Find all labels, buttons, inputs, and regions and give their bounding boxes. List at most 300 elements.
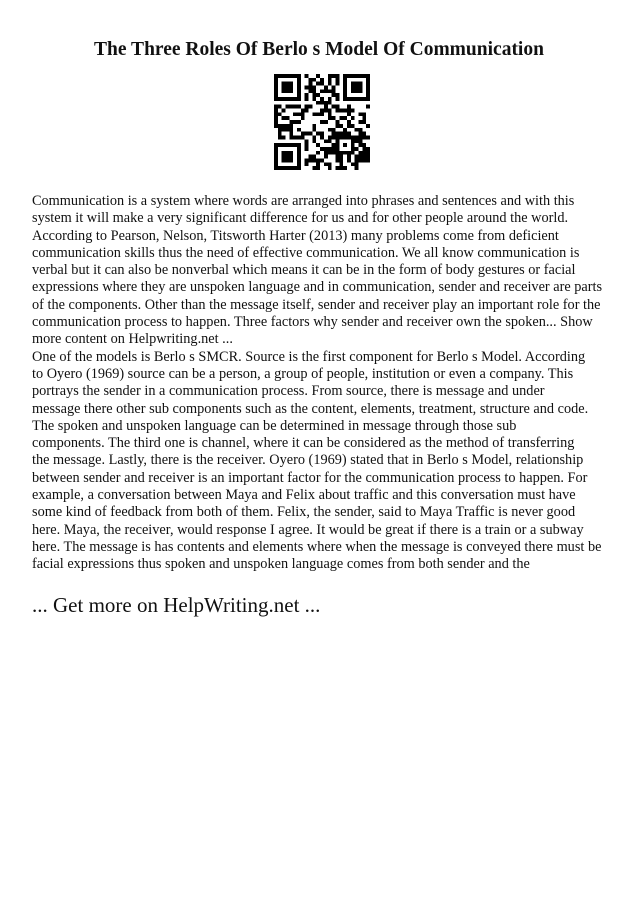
- qr-module: [282, 128, 286, 132]
- qr-module: [289, 105, 293, 109]
- qr-module: [274, 74, 278, 78]
- qr-module: [366, 78, 370, 82]
- qr-module: [274, 143, 278, 147]
- qr-module: [289, 82, 293, 86]
- qr-module: [358, 89, 362, 93]
- qr-module: [362, 151, 366, 155]
- qr-module: [358, 86, 362, 90]
- qr-module: [335, 147, 339, 151]
- qr-module: [347, 105, 351, 109]
- qr-module: [355, 135, 359, 139]
- qr-module: [320, 132, 324, 136]
- qr-module: [324, 147, 328, 151]
- qr-module: [293, 112, 297, 116]
- qr-module: [324, 105, 328, 109]
- qr-module: [309, 82, 313, 86]
- qr-module: [282, 135, 286, 139]
- qr-module: [362, 135, 366, 139]
- qr-module: [282, 97, 286, 101]
- qr-module: [297, 120, 301, 124]
- qr-module: [274, 82, 278, 86]
- qr-module: [347, 155, 351, 159]
- qr-module: [297, 158, 301, 162]
- qr-module: [366, 155, 370, 159]
- qr-module: [274, 93, 278, 97]
- qr-module: [312, 166, 316, 170]
- qr-module: [362, 143, 366, 147]
- qr-module: [366, 86, 370, 90]
- qr-module: [278, 132, 282, 136]
- qr-module: [339, 132, 343, 136]
- qr-module: [366, 97, 370, 101]
- qr-module: [324, 86, 328, 90]
- qr-module: [332, 128, 336, 132]
- qr-module: [286, 74, 290, 78]
- qr-module: [309, 158, 313, 162]
- qr-module: [309, 78, 313, 82]
- qr-module: [293, 105, 297, 109]
- qr-module: [274, 124, 278, 128]
- qr-module: [312, 93, 316, 97]
- qr-module: [312, 135, 316, 139]
- qr-module: [305, 139, 309, 143]
- qr-module: [335, 151, 339, 155]
- qr-module: [320, 135, 324, 139]
- qr-module: [328, 151, 332, 155]
- qr-module: [289, 143, 293, 147]
- qr-module: [297, 135, 301, 139]
- qr-module: [278, 143, 282, 147]
- qr-module: [347, 132, 351, 136]
- qr-module: [343, 74, 347, 78]
- qr-module: [324, 151, 328, 155]
- qr-module: [282, 158, 286, 162]
- qr-module: [335, 105, 339, 109]
- qr-module: [339, 166, 343, 170]
- qr-module: [297, 147, 301, 151]
- qr-module: [339, 151, 343, 155]
- qr-module: [343, 116, 347, 120]
- qr-module: [355, 128, 359, 132]
- qr-module: [278, 112, 282, 116]
- qr-module: [305, 162, 309, 166]
- qr-module: [316, 112, 320, 116]
- qr-module: [309, 132, 313, 136]
- qr-module: [347, 120, 351, 124]
- qr-module: [351, 82, 355, 86]
- qr-module: [358, 151, 362, 155]
- qr-module: [316, 158, 320, 162]
- qr-module: [328, 116, 332, 120]
- qr-module: [289, 132, 293, 136]
- qr-module: [286, 97, 290, 101]
- qr-module: [324, 120, 328, 124]
- qr-module: [282, 143, 286, 147]
- qr-module: [343, 166, 347, 170]
- qr-module: [274, 158, 278, 162]
- qr-module: [312, 155, 316, 159]
- text-line: portrays the sender in a communication process. From source, there is message and under: [32, 383, 545, 400]
- qr-module: [293, 97, 297, 101]
- qr-module: [332, 116, 336, 120]
- qr-module: [347, 124, 351, 128]
- qr-module: [309, 89, 313, 93]
- qr-module: [282, 151, 286, 155]
- qr-module: [347, 74, 351, 78]
- qr-module: [328, 97, 332, 101]
- qr-module: [366, 147, 370, 151]
- qr-module: [312, 86, 316, 90]
- qr-module: [358, 120, 362, 124]
- qr-module: [286, 158, 290, 162]
- qr-module: [328, 89, 332, 93]
- text-line: expressions where they are unspoken language and in communication, sender and receiver are parts: [32, 279, 603, 296]
- qr-module: [328, 162, 332, 166]
- qr-module: [274, 162, 278, 166]
- qr-module: [289, 166, 293, 170]
- qr-module: [289, 86, 293, 90]
- qr-module: [309, 86, 313, 90]
- qr-module: [351, 97, 355, 101]
- qr-module: [335, 124, 339, 128]
- qr-module: [274, 86, 278, 90]
- qr-module: [282, 116, 286, 120]
- qr-module: [351, 162, 355, 166]
- qr-module: [312, 97, 316, 101]
- qr-module: [332, 147, 336, 151]
- qr-module: [347, 97, 351, 101]
- text-line: According to Pearson, Nelson, Titsworth Harter (2013) many problems come from deficient: [32, 227, 559, 244]
- qr-module: [274, 147, 278, 151]
- qr-module: [343, 86, 347, 90]
- qr-module: [358, 128, 362, 132]
- qr-module: [316, 162, 320, 166]
- qr-module: [286, 128, 290, 132]
- qr-module: [320, 112, 324, 116]
- qr-module: [286, 82, 290, 86]
- qr-module: [328, 78, 332, 82]
- qr-module: [343, 93, 347, 97]
- text-line: facial expressions thus spoken and unspoken language comes from both sender and the: [32, 556, 530, 573]
- text-line: the message. Lastly, there is the receiver. Oyero (1969) stated that in Berlo s Model, relationship: [32, 452, 584, 469]
- qr-module: [320, 97, 324, 101]
- qr-module: [293, 143, 297, 147]
- qr-module: [309, 155, 313, 159]
- qr-module: [343, 128, 347, 132]
- qr-module: [305, 132, 309, 136]
- qr-module: [274, 116, 278, 120]
- qr-module: [343, 143, 347, 147]
- qr-module: [274, 166, 278, 170]
- qr-module: [328, 135, 332, 139]
- qr-module: [328, 112, 332, 116]
- qr-module: [351, 86, 355, 90]
- qr-module: [278, 135, 282, 139]
- qr-module: [289, 151, 293, 155]
- qr-module: [339, 155, 343, 159]
- qr-module: [274, 105, 278, 109]
- qr-module: [358, 158, 362, 162]
- qr-module: [297, 143, 301, 147]
- page-title: The Three Roles Of Berlo s Model Of Communication: [94, 39, 544, 60]
- qr-module: [301, 132, 305, 136]
- qr-module: [309, 105, 313, 109]
- qr-module: [351, 116, 355, 120]
- qr-module: [328, 109, 332, 113]
- qr-module: [335, 78, 339, 82]
- qr-module: [362, 155, 366, 159]
- qr-module: [332, 135, 336, 139]
- qr-module: [282, 74, 286, 78]
- qr-module: [289, 135, 293, 139]
- get-more-link[interactable]: ... Get more on HelpWriting.net ...: [32, 593, 321, 617]
- qr-module: [282, 89, 286, 93]
- qr-module: [274, 155, 278, 159]
- qr-module: [358, 143, 362, 147]
- qr-module: [332, 86, 336, 90]
- qr-module: [312, 112, 316, 116]
- text-line: communication process to happen. Three factors why sender and receiver own the spoken... Show: [32, 314, 593, 331]
- qr-module: [328, 101, 332, 105]
- qr-module: [355, 82, 359, 86]
- qr-module: [278, 97, 282, 101]
- qr-module: [358, 135, 362, 139]
- qr-module: [282, 155, 286, 159]
- qr-module: [305, 74, 309, 78]
- qr-module: [343, 109, 347, 113]
- qr-module: [278, 74, 282, 78]
- qr-module: [335, 158, 339, 162]
- qr-module: [335, 109, 339, 113]
- qr-module: [320, 101, 324, 105]
- qr-module: [328, 139, 332, 143]
- qr-module: [362, 158, 366, 162]
- qr-module: [324, 109, 328, 113]
- qr-module: [312, 139, 316, 143]
- qr-module: [297, 93, 301, 97]
- qr-module: [316, 93, 320, 97]
- text-line: components. The third one is channel, where it can be considered as the method of transferring: [32, 435, 575, 452]
- qr-module: [328, 82, 332, 86]
- qr-module: [343, 82, 347, 86]
- article-body: [32, 193, 610, 574]
- qr-module: [335, 155, 339, 159]
- qr-module: [274, 112, 278, 116]
- qr-module: [332, 143, 336, 147]
- qr-module: [332, 132, 336, 136]
- qr-module: [355, 97, 359, 101]
- qr-module: [316, 101, 320, 105]
- text-line: between sender and receiver is an important factor for the communication process to happen. For: [32, 469, 588, 486]
- qr-module: [347, 109, 351, 113]
- qr-module: [355, 74, 359, 78]
- text-line: here. Maya, the receiver, would response I agree. It would be great if there is a train or a subway: [32, 521, 584, 538]
- qr-module: [297, 89, 301, 93]
- qr-module: [278, 124, 282, 128]
- qr-module: [335, 93, 339, 97]
- qr-module: [339, 162, 343, 166]
- qr-module: [366, 158, 370, 162]
- qr-module: [339, 135, 343, 139]
- qr-module: [335, 120, 339, 124]
- show-more-link[interactable]: more content on Helpwriting.net ...: [32, 331, 233, 348]
- qr-module: [305, 158, 309, 162]
- qr-module: [343, 132, 347, 136]
- qr-module: [324, 89, 328, 93]
- qr-module: [347, 151, 351, 155]
- qr-module: [339, 158, 343, 162]
- qr-module: [293, 135, 297, 139]
- qr-module: [366, 135, 370, 139]
- qr-module: [362, 74, 366, 78]
- qr-module: [355, 166, 359, 170]
- text-line: example, a conversation between Maya and Felix about traffic and this conversation must have: [32, 487, 576, 504]
- qr-module: [343, 151, 347, 155]
- qr-code-graphic: [274, 74, 370, 170]
- qr-module: [274, 78, 278, 82]
- qr-module: [282, 86, 286, 90]
- qr-module: [305, 93, 309, 97]
- qr-module: [355, 139, 359, 143]
- qr-module: [316, 132, 320, 136]
- qr-module: [305, 143, 309, 147]
- qr-module: [324, 139, 328, 143]
- qr-module: [316, 143, 320, 147]
- qr-module: [286, 143, 290, 147]
- qr-module: [274, 151, 278, 155]
- qr-module: [366, 82, 370, 86]
- qr-module: [320, 109, 324, 113]
- text-line: system it will make a very significant difference for us and for other people around the world.: [32, 210, 569, 227]
- qr-module: [335, 132, 339, 136]
- qr-module: [362, 147, 366, 151]
- qr-module: [355, 147, 359, 151]
- qr-module: [312, 158, 316, 162]
- qr-module: [289, 74, 293, 78]
- qr-module: [274, 97, 278, 101]
- qr-module: [312, 124, 316, 128]
- qr-module: [339, 124, 343, 128]
- qr-module: [358, 132, 362, 136]
- qr-module: [335, 139, 339, 143]
- qr-module: [289, 89, 293, 93]
- qr-module: [312, 128, 316, 132]
- qr-module: [332, 93, 336, 97]
- qr-module: [297, 162, 301, 166]
- qr-module: [305, 97, 309, 101]
- qr-module: [328, 166, 332, 170]
- qr-module: [289, 155, 293, 159]
- qr-module: [366, 151, 370, 155]
- text-line: some kind of feedback from both of them. Felix, the sender, said to Maya Traffic is never good: [32, 504, 576, 521]
- text-line: to Oyero (1969) source can be a person, a group of people, institution or even a company. This: [32, 365, 574, 382]
- qr-module: [362, 97, 366, 101]
- qr-module: [332, 89, 336, 93]
- qr-module: [297, 105, 301, 109]
- qr-module: [358, 112, 362, 116]
- qr-module: [362, 112, 366, 116]
- qr-module: [316, 166, 320, 170]
- qr-module: [358, 139, 362, 143]
- qr-module: [339, 109, 343, 113]
- qr-module: [335, 74, 339, 78]
- qr-module: [351, 74, 355, 78]
- qr-module: [301, 112, 305, 116]
- qr-module: [343, 135, 347, 139]
- qr-module: [289, 124, 293, 128]
- qr-module: [274, 89, 278, 93]
- qr-module: [355, 162, 359, 166]
- qr-module: [312, 89, 316, 93]
- qr-module: [297, 86, 301, 90]
- qr-module: [286, 116, 290, 120]
- text-line: Communication is a system where words are arranged into phrases and sentences and with this: [32, 193, 575, 209]
- qr-module: [316, 74, 320, 78]
- qr-module: [351, 143, 355, 147]
- qr-module: [343, 89, 347, 93]
- qr-module: [366, 89, 370, 93]
- qr-module: [297, 82, 301, 86]
- qr-module: [320, 158, 324, 162]
- qr-module: [339, 116, 343, 120]
- qr-module: [366, 105, 370, 109]
- qr-module: [297, 166, 301, 170]
- text-line: message there other sub components such as the content, elements, treatment, structure and code.: [32, 400, 589, 417]
- qr-module: [328, 147, 332, 151]
- qr-module: [297, 155, 301, 159]
- qr-module: [332, 105, 336, 109]
- qr-module: [347, 135, 351, 139]
- qr-module: [358, 97, 362, 101]
- qr-module: [286, 155, 290, 159]
- qr-module: [332, 151, 336, 155]
- qr-module: [301, 109, 305, 113]
- qr-module: [286, 151, 290, 155]
- qr-module: [343, 78, 347, 82]
- qr-module: [366, 74, 370, 78]
- qr-module: [320, 120, 324, 124]
- qr-module: [351, 135, 355, 139]
- qr-module: [358, 155, 362, 159]
- qr-module: [312, 78, 316, 82]
- qr-module: [362, 132, 366, 136]
- qr-module: [278, 105, 282, 109]
- qr-module: [278, 166, 282, 170]
- qr-code-icon: [274, 74, 370, 170]
- qr-module: [355, 158, 359, 162]
- qr-module: [305, 86, 309, 90]
- qr-module: [316, 82, 320, 86]
- qr-module: [328, 128, 332, 132]
- qr-module: [293, 74, 297, 78]
- qr-module: [355, 86, 359, 90]
- qr-module: [335, 135, 339, 139]
- text-line: One of the models is Berlo s SMCR. Source is the first component for Berlo s Model. According: [32, 348, 586, 365]
- qr-module: [289, 120, 293, 124]
- qr-module: [320, 89, 324, 93]
- qr-module: [343, 97, 347, 101]
- qr-module: [320, 82, 324, 86]
- qr-module: [362, 116, 366, 120]
- qr-module: [282, 124, 286, 128]
- qr-module: [335, 97, 339, 101]
- qr-module: [351, 124, 355, 128]
- qr-module: [305, 105, 309, 109]
- text-line: here. The message is has contents and elements where when the message is conveyed there must be: [32, 538, 602, 555]
- qr-module: [351, 139, 355, 143]
- qr-module: [324, 101, 328, 105]
- qr-module: [355, 89, 359, 93]
